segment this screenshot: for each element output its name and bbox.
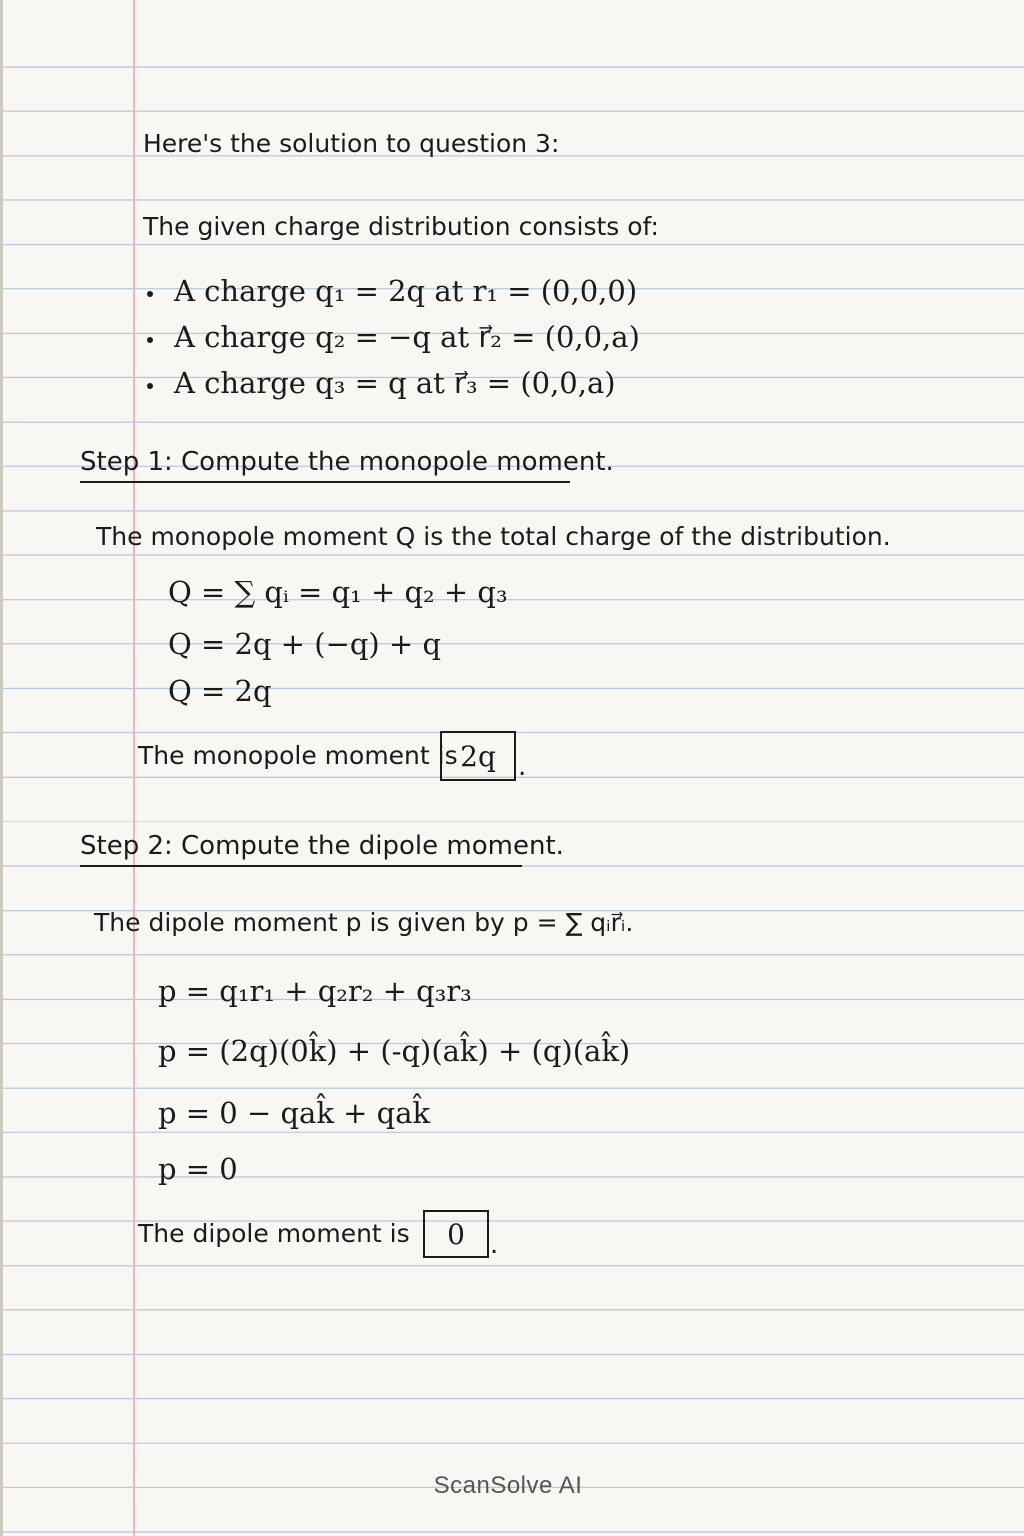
period: . <box>518 752 527 782</box>
bullet-icon <box>147 291 153 297</box>
step2-result-label: The dipole moment is <box>138 1219 410 1248</box>
step1-heading: Step 1: Compute the monopole moment. <box>80 449 570 483</box>
step2-equation-4: p = 0 <box>158 1152 238 1186</box>
step2-description: The dipole moment p is given by p = ∑ qᵢr⃗ᵢ. <box>94 908 634 937</box>
step1-description: The monopole moment Q is the total charge of the distribution. <box>96 522 891 551</box>
period: . <box>490 1230 499 1260</box>
charge-item-3: A charge q₃ = q at r⃗₃ = (0,0,a) <box>174 366 616 400</box>
step2-result-value: 0 <box>447 1217 465 1251</box>
page-edge <box>0 0 3 1536</box>
footer-brand: ScanSolve AI <box>433 1472 583 1499</box>
distribution-heading: The given charge distribution consists of: <box>143 212 659 241</box>
bullet-icon <box>147 383 153 389</box>
step2-result-box <box>423 1210 489 1258</box>
step1-result-value: 2q <box>460 739 496 773</box>
margin-line <box>133 0 135 1536</box>
step1-equation-1: Q = ∑ qᵢ = q₁ + q₂ + q₃ <box>168 575 508 609</box>
step1-result-label: The monopole moment is <box>138 741 458 770</box>
step1-equation-2: Q = 2q + (−q) + q <box>168 627 442 661</box>
charge-item-2: A charge q₂ = −q at r⃗₂ = (0,0,a) <box>174 320 640 354</box>
step2-equation-1: p = q₁r₁ + q₂r₂ + q₃r₃ <box>158 974 472 1008</box>
charge-item-1: A charge q₁ = 2q at r₁ = (0,0,0) <box>174 274 638 308</box>
step1-result-box <box>440 731 516 781</box>
step2-heading: Step 2: Compute the dipole moment. <box>80 833 522 867</box>
intro-text: Here's the solution to question 3: <box>143 129 560 158</box>
step1-equation-3: Q = 2q <box>168 674 272 708</box>
bullet-icon <box>147 337 153 343</box>
step2-equation-2: p = (2q)(0k̂) + (-q)(ak̂) + (q)(ak̂) <box>158 1034 631 1068</box>
step2-equation-3: p = 0 − qak̂ + qak̂ <box>158 1096 431 1130</box>
